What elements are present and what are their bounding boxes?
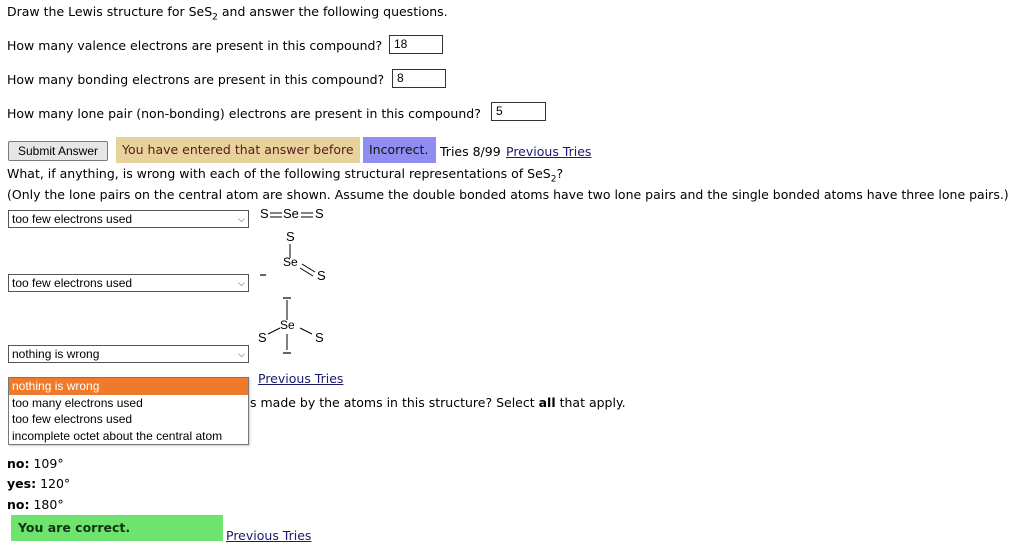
previous-tries-link[interactable]: Previous Tries <box>506 144 592 159</box>
angle-answer-120: yes: 120° <box>7 476 71 491</box>
structure1-select-value: too few electrons used <box>12 212 133 226</box>
option-incomplete-octet[interactable]: incomplete octet about the central atom <box>12 428 223 443</box>
submit-answer-button[interactable]: Submit Answer <box>8 141 108 161</box>
entered-before-banner: You have entered that answer before <box>116 137 360 163</box>
previous-tries-link-2[interactable]: Previous Tries <box>258 371 344 386</box>
structure1-atom-left: S <box>260 206 269 221</box>
incorrect-banner: Incorrect. <box>363 137 436 163</box>
angle-answer-109: no: 109° <box>7 456 64 471</box>
structure3-select[interactable] <box>8 345 249 363</box>
tries-counter: Tries 8/99 <box>440 144 501 159</box>
q1-label: How many valence electrons are present in this compound? <box>7 38 383 53</box>
structure2-select[interactable] <box>8 274 249 292</box>
lone-pair-electrons-input[interactable]: 5 <box>491 102 546 121</box>
structure2-atom-top: S <box>286 229 295 244</box>
q2-label: How many bonding electrons are present in this compound? <box>7 72 385 87</box>
structure2-select-value: too few electrons used <box>12 276 133 290</box>
bond-angles-question: s made by the atoms in this structure? Select all that apply. <box>250 395 626 410</box>
angle-answer-180: no: 180° <box>7 497 64 512</box>
structure1-atom-right: S <box>315 206 324 221</box>
part2-prompt: What, if anything, is wrong with each of the following structural representations of SeS$_2$? <box>7 166 564 185</box>
option-too-many-electrons[interactable]: too many electrons used <box>12 395 143 410</box>
q3-label: How many lone pair (non-bonding) electrons are present in this compound? <box>7 106 481 121</box>
structure3-dropdown-list[interactable] <box>8 377 249 445</box>
option-too-few-electrons[interactable]: too few electrons used <box>12 412 133 426</box>
structure3-atom-left: S <box>258 330 267 345</box>
previous-tries-link-bottom[interactable]: Previous Tries <box>226 528 312 543</box>
intro-text: Draw the Lewis structure for SeS$_2$ and answer the following questions. <box>7 4 448 23</box>
valence-electrons-input[interactable]: 18 <box>389 35 443 54</box>
structure3-select-value: nothing is wrong <box>12 347 100 361</box>
chevron-down-icon: ⌵ <box>238 214 245 224</box>
structure1 <box>258 204 338 226</box>
chevron-down-icon: ⌵ <box>238 349 245 359</box>
structure2-atom-center: Se <box>283 255 298 269</box>
bonding-electrons-input[interactable]: 8 <box>392 69 446 88</box>
structure3 <box>254 292 334 354</box>
structure1-select[interactable] <box>8 210 249 228</box>
part2-note: (Only the lone pairs on the central atom are shown. Assume the double bonded atoms have two lone pairs and the single bonded atoms have three lone pairs.) <box>7 187 1009 202</box>
structure2-atom-right: S <box>317 268 326 283</box>
option-nothing-wrong[interactable]: nothing is wrong <box>9 378 248 395</box>
correct-banner: You are correct. <box>11 515 223 541</box>
structure3-atom-right: S <box>315 330 324 345</box>
structure2 <box>255 228 335 282</box>
structure3-atom-center: Se <box>280 318 295 332</box>
chevron-down-icon: ⌵ <box>238 278 245 288</box>
structure1-atom-center: Se <box>283 206 299 221</box>
